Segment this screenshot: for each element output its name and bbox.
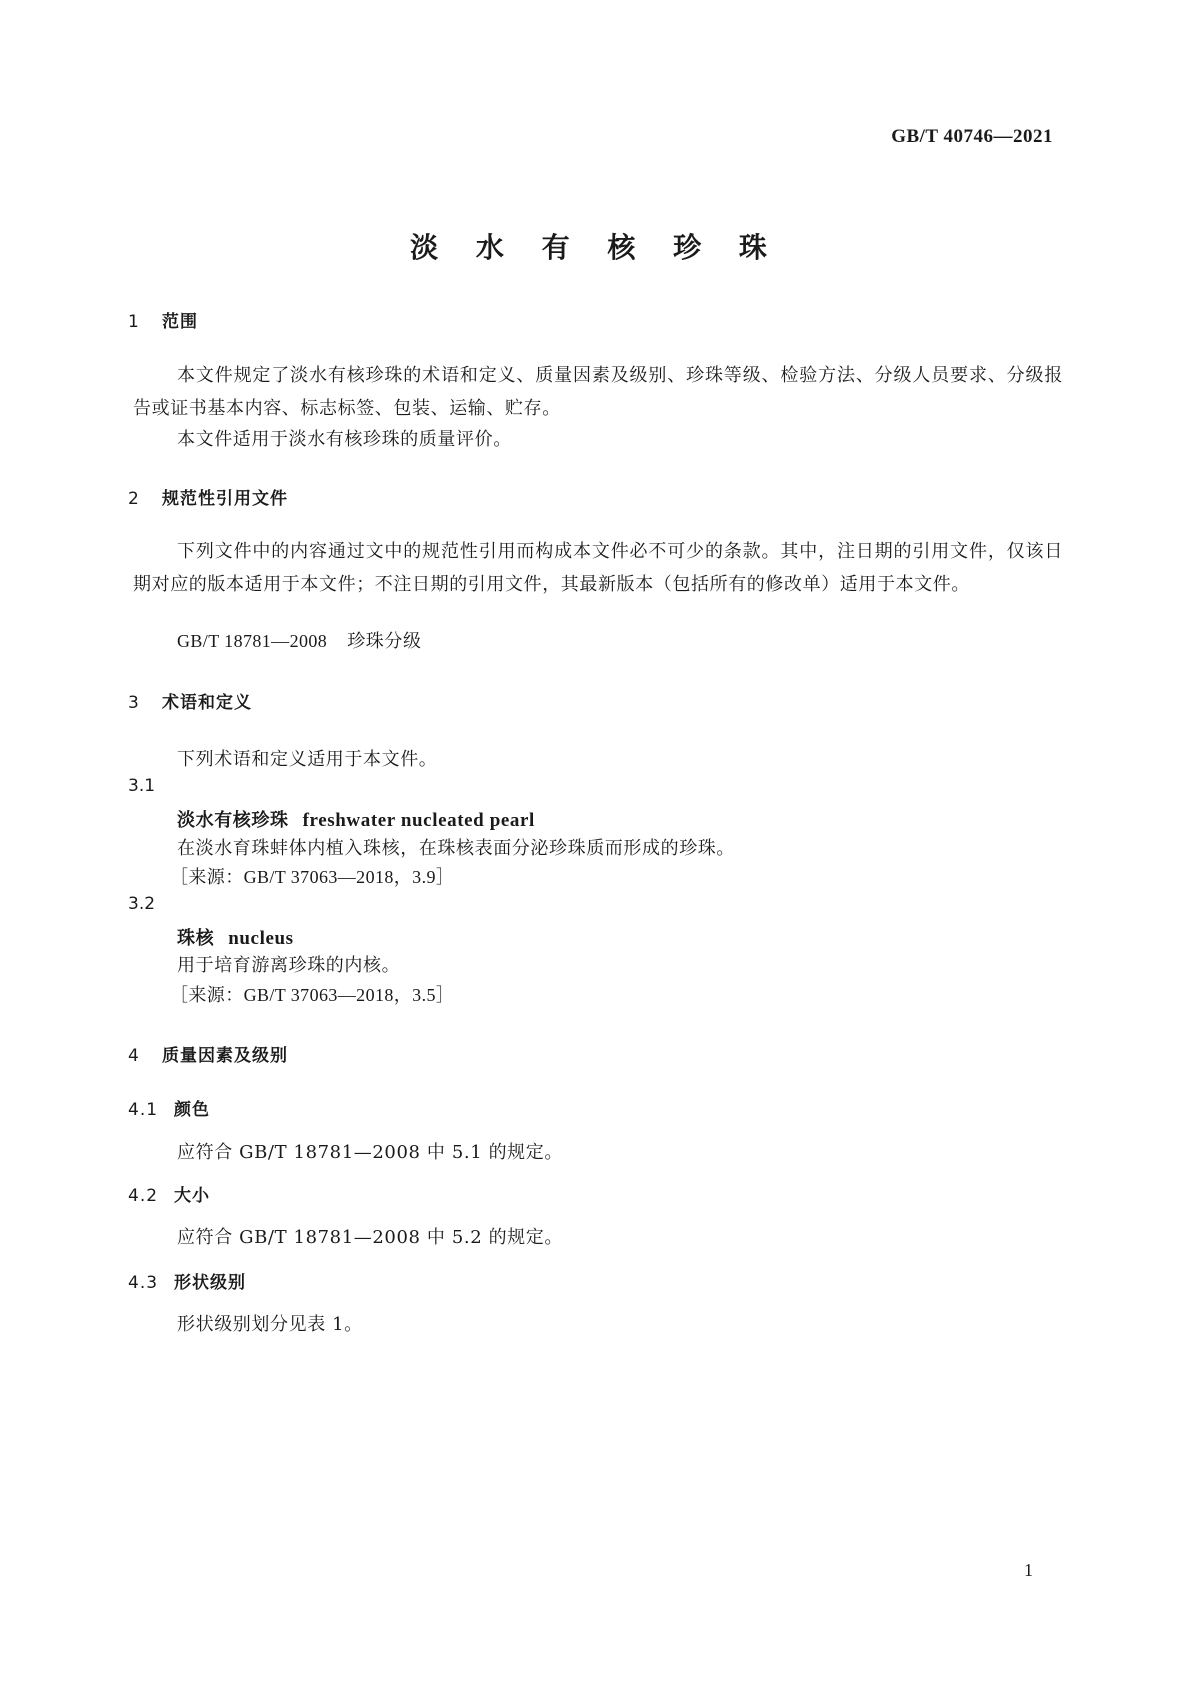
section-4-heading	[128, 1041, 288, 1066]
term-en: nucleus	[228, 928, 294, 949]
subsection-number: 4.1	[128, 1100, 159, 1120]
subsection-text: 应符合 GB/T 18781—2008 中 5.1 的规定。	[177, 1142, 563, 1163]
section-number: 1	[128, 312, 140, 332]
normative-references-paragraph: 下列文件中的内容通过文中的规范性引用而构成本文件必不可少的条款。其中，注日期的引用文件，仅该日期对应的版本适用于本文件；不注日期的引用文件，其最新版本（包括所有的修改单）适用于本文件。	[133, 541, 1063, 595]
term-entry	[177, 806, 535, 832]
reference-entry	[177, 627, 422, 653]
section-2-heading	[128, 484, 288, 509]
scope-paragraph-1: 本文件规定了淡水有核珍珠的术语和定义、质量因素及级别、珍珠等级、检验方法、分级人员要求、分级报告或证书基本内容、标志标签、包装、运输、贮存。	[133, 365, 1063, 419]
section-title: 范围	[162, 312, 198, 332]
section-title: 质量因素及级别	[162, 1046, 288, 1066]
term-en: freshwater nucleated pearl	[302, 810, 535, 831]
terms-intro: 下列术语和定义适用于本文件。	[177, 749, 438, 770]
standard-number: GB/T 40746—2021	[891, 126, 1053, 147]
section-number: 4	[128, 1046, 140, 1066]
section-title: 规范性引用文件	[162, 489, 288, 509]
document-title: 淡 水 有 核 珍 珠	[410, 231, 781, 264]
reference-code: GB/T 18781—2008	[177, 631, 328, 651]
section-3-heading	[128, 688, 252, 713]
term-source: ［来源：GB/T 37063—2018，3.5］	[170, 985, 455, 1005]
scope-paragraph-2: 本文件适用于淡水有核珍珠的质量评价。	[177, 429, 512, 450]
subsection-title: 大小	[174, 1186, 210, 1206]
reference-title: 珍珠分级	[347, 631, 422, 652]
term-number: 3.1	[128, 776, 156, 796]
subsection-text: 应符合 GB/T 18781—2008 中 5.2 的规定。	[177, 1227, 563, 1248]
subsection-4-2-heading	[128, 1181, 210, 1206]
term-number: 3.2	[128, 894, 156, 914]
term-zh: 珠核	[177, 928, 215, 949]
term-entry	[177, 924, 294, 950]
term-zh: 淡水有核珍珠	[177, 810, 289, 831]
term-definition: 用于培育游离珍珠的内核。	[177, 955, 401, 976]
section-1-heading	[128, 307, 198, 332]
page-number: 1	[1024, 1560, 1033, 1580]
section-number: 3	[128, 693, 140, 713]
subsection-number: 4.2	[128, 1186, 159, 1206]
subsection-title: 颜色	[174, 1100, 210, 1120]
section-number: 2	[128, 489, 140, 509]
subsection-4-1-heading	[128, 1095, 210, 1120]
subsection-text: 形状级别划分见表 1。	[177, 1314, 363, 1335]
term-source: ［来源：GB/T 37063—2018，3.9］	[170, 867, 455, 887]
subsection-4-3-heading	[128, 1268, 246, 1293]
subsection-number: 4.3	[128, 1273, 159, 1293]
term-definition: 在淡水育珠蚌体内植入珠核，在珠核表面分泌珍珠质而形成的珍珠。	[177, 838, 735, 859]
section-title: 术语和定义	[162, 693, 252, 713]
subsection-title: 形状级别	[174, 1273, 246, 1293]
